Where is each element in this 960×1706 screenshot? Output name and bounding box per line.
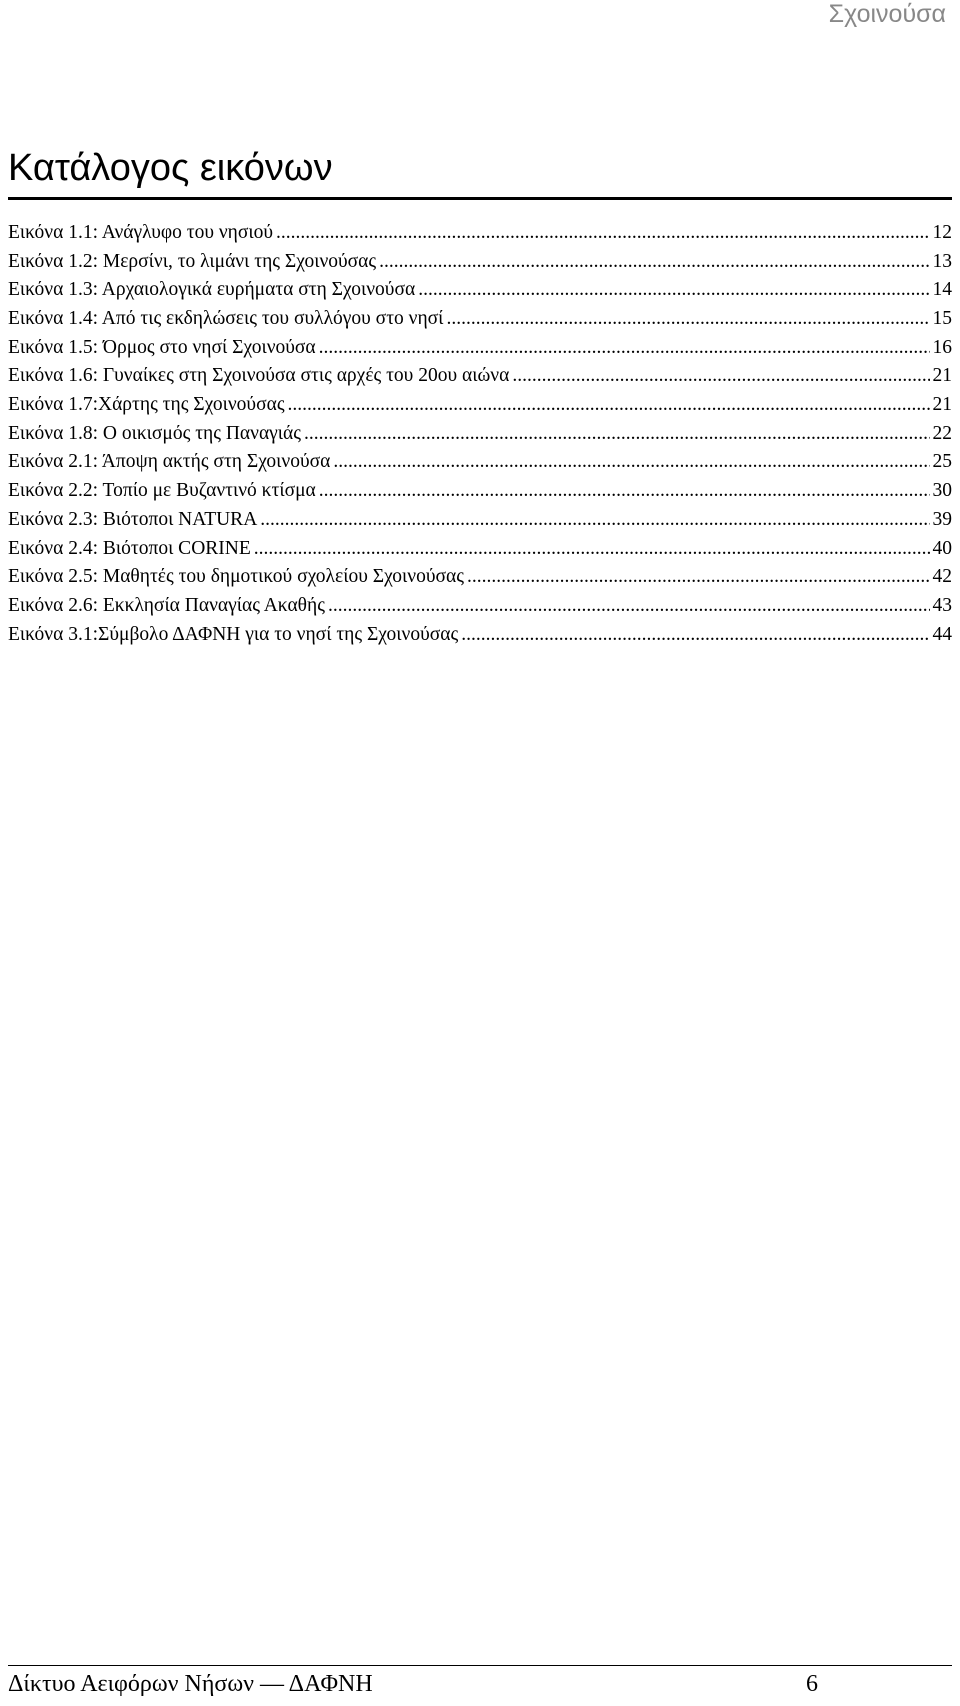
toc-entry-label: Εικόνα 1.8: Ο οικισμός της Παναγιάς	[8, 422, 301, 444]
page-footer	[8, 1668, 952, 1700]
toc-entry-label: Εικόνα 2.4: Βιότοποι CORINE	[8, 537, 251, 559]
toc-entry[interactable]	[8, 477, 952, 506]
toc-entry[interactable]	[8, 563, 952, 592]
toc-entry[interactable]	[8, 506, 952, 535]
toc-entry-page: 14	[932, 279, 952, 301]
page-title: Κατάλογος εικόνων	[8, 147, 333, 189]
toc-entry[interactable]	[8, 420, 952, 449]
toc-entry-page: 15	[932, 308, 952, 330]
toc-dot-leader	[446, 305, 929, 334]
toc-entry[interactable]	[8, 334, 952, 363]
toc-entry-label: Εικόνα 1.7:Χάρτης της Σχοινούσας	[8, 394, 285, 416]
toc-entry-label: Εικόνα 1.5: Όρμος στο νησί Σχοινούσα	[8, 336, 316, 358]
toc-dot-leader	[319, 477, 930, 506]
toc-dot-leader	[260, 506, 929, 535]
toc-dot-leader	[467, 563, 930, 592]
toc-dot-leader	[276, 219, 929, 248]
toc-entry[interactable]	[8, 305, 952, 334]
toc-entry-label: Εικόνα 2.3: Βιότοποι NATURA	[8, 508, 258, 530]
toc-entry-page: 39	[932, 508, 952, 530]
toc-entry[interactable]	[8, 449, 952, 478]
toc-entry-page: 30	[932, 480, 952, 502]
toc-entry-page: 16	[932, 336, 952, 358]
toc-entry-page: 40	[932, 537, 952, 559]
toc-entry-label: Εικόνα 1.3: Αρχαιολογικά ευρήματα στη Σχοινούσα	[8, 279, 416, 301]
toc-entry-label: Εικόνα 2.6: Εκκλησία Παναγίας Ακαθής	[8, 594, 325, 616]
footer-page-number: 6	[806, 1671, 818, 1697]
toc-entry-page: 43	[932, 594, 952, 616]
toc-dot-leader	[461, 621, 929, 650]
toc-dot-leader	[379, 248, 929, 277]
toc-entry[interactable]	[8, 391, 952, 420]
heading-divider	[8, 197, 952, 200]
toc-dot-leader	[328, 592, 930, 621]
list-of-figures	[8, 219, 952, 649]
toc-dot-leader	[319, 334, 930, 363]
toc-entry-page: 21	[932, 394, 952, 416]
toc-entry-label: Εικόνα 2.2: Τοπίο με Βυζαντινό κτίσμα	[8, 480, 316, 502]
toc-dot-leader	[333, 448, 929, 477]
toc-entry-page: 25	[932, 451, 952, 473]
toc-entry-page: 22	[932, 422, 952, 444]
toc-entry[interactable]	[8, 219, 952, 248]
toc-entry-label: Εικόνα 1.6: Γυναίκες στη Σχοινούσα στις αρχές του 20ου αιώνα	[8, 365, 510, 387]
toc-entry-page: 12	[932, 221, 952, 243]
toc-entry[interactable]	[8, 592, 952, 621]
toc-entry-label: Εικόνα 2.1: Άποψη ακτής στη Σχοινούσα	[8, 451, 331, 473]
toc-dot-leader	[254, 535, 930, 564]
toc-entry[interactable]	[8, 276, 952, 305]
toc-dot-leader	[304, 420, 930, 449]
toc-entry[interactable]	[8, 535, 952, 564]
toc-entry-label: Εικόνα 1.2: Μερσίνι, το λιμάνι της Σχοινούσας	[8, 250, 377, 272]
toc-entry-label: Εικόνα 1.1: Ανάγλυφο του νησιού	[8, 221, 274, 243]
running-header-title: Σχοινούσα	[828, 0, 946, 28]
toc-entry[interactable]	[8, 248, 952, 277]
toc-entry-page: 42	[932, 566, 952, 588]
toc-entry[interactable]	[8, 362, 952, 391]
toc-dot-leader	[288, 391, 930, 420]
toc-entry-label: Εικόνα 2.5: Μαθητές του δημοτικού σχολείου Σχοινούσας	[8, 566, 464, 588]
toc-entry-page: 21	[932, 365, 952, 387]
toc-entry-label: Εικόνα 3.1:Σύμβολο ΔΑΦΝΗ για το νησί της Σχοινούσας	[8, 623, 459, 645]
toc-entry-page: 13	[932, 250, 952, 272]
toc-entry[interactable]	[8, 621, 952, 650]
toc-dot-leader	[418, 276, 929, 305]
toc-dot-leader	[512, 362, 929, 391]
toc-entry-label: Εικόνα 1.4: Από τις εκδηλώσεις του συλλόγου στο νησί	[8, 308, 444, 330]
footer-divider	[8, 1665, 952, 1666]
toc-entry-page: 44	[932, 623, 952, 645]
footer-organization: Δίκτυο Αειφόρων Νήσων — ΔΑΦΝΗ	[8, 1671, 373, 1697]
